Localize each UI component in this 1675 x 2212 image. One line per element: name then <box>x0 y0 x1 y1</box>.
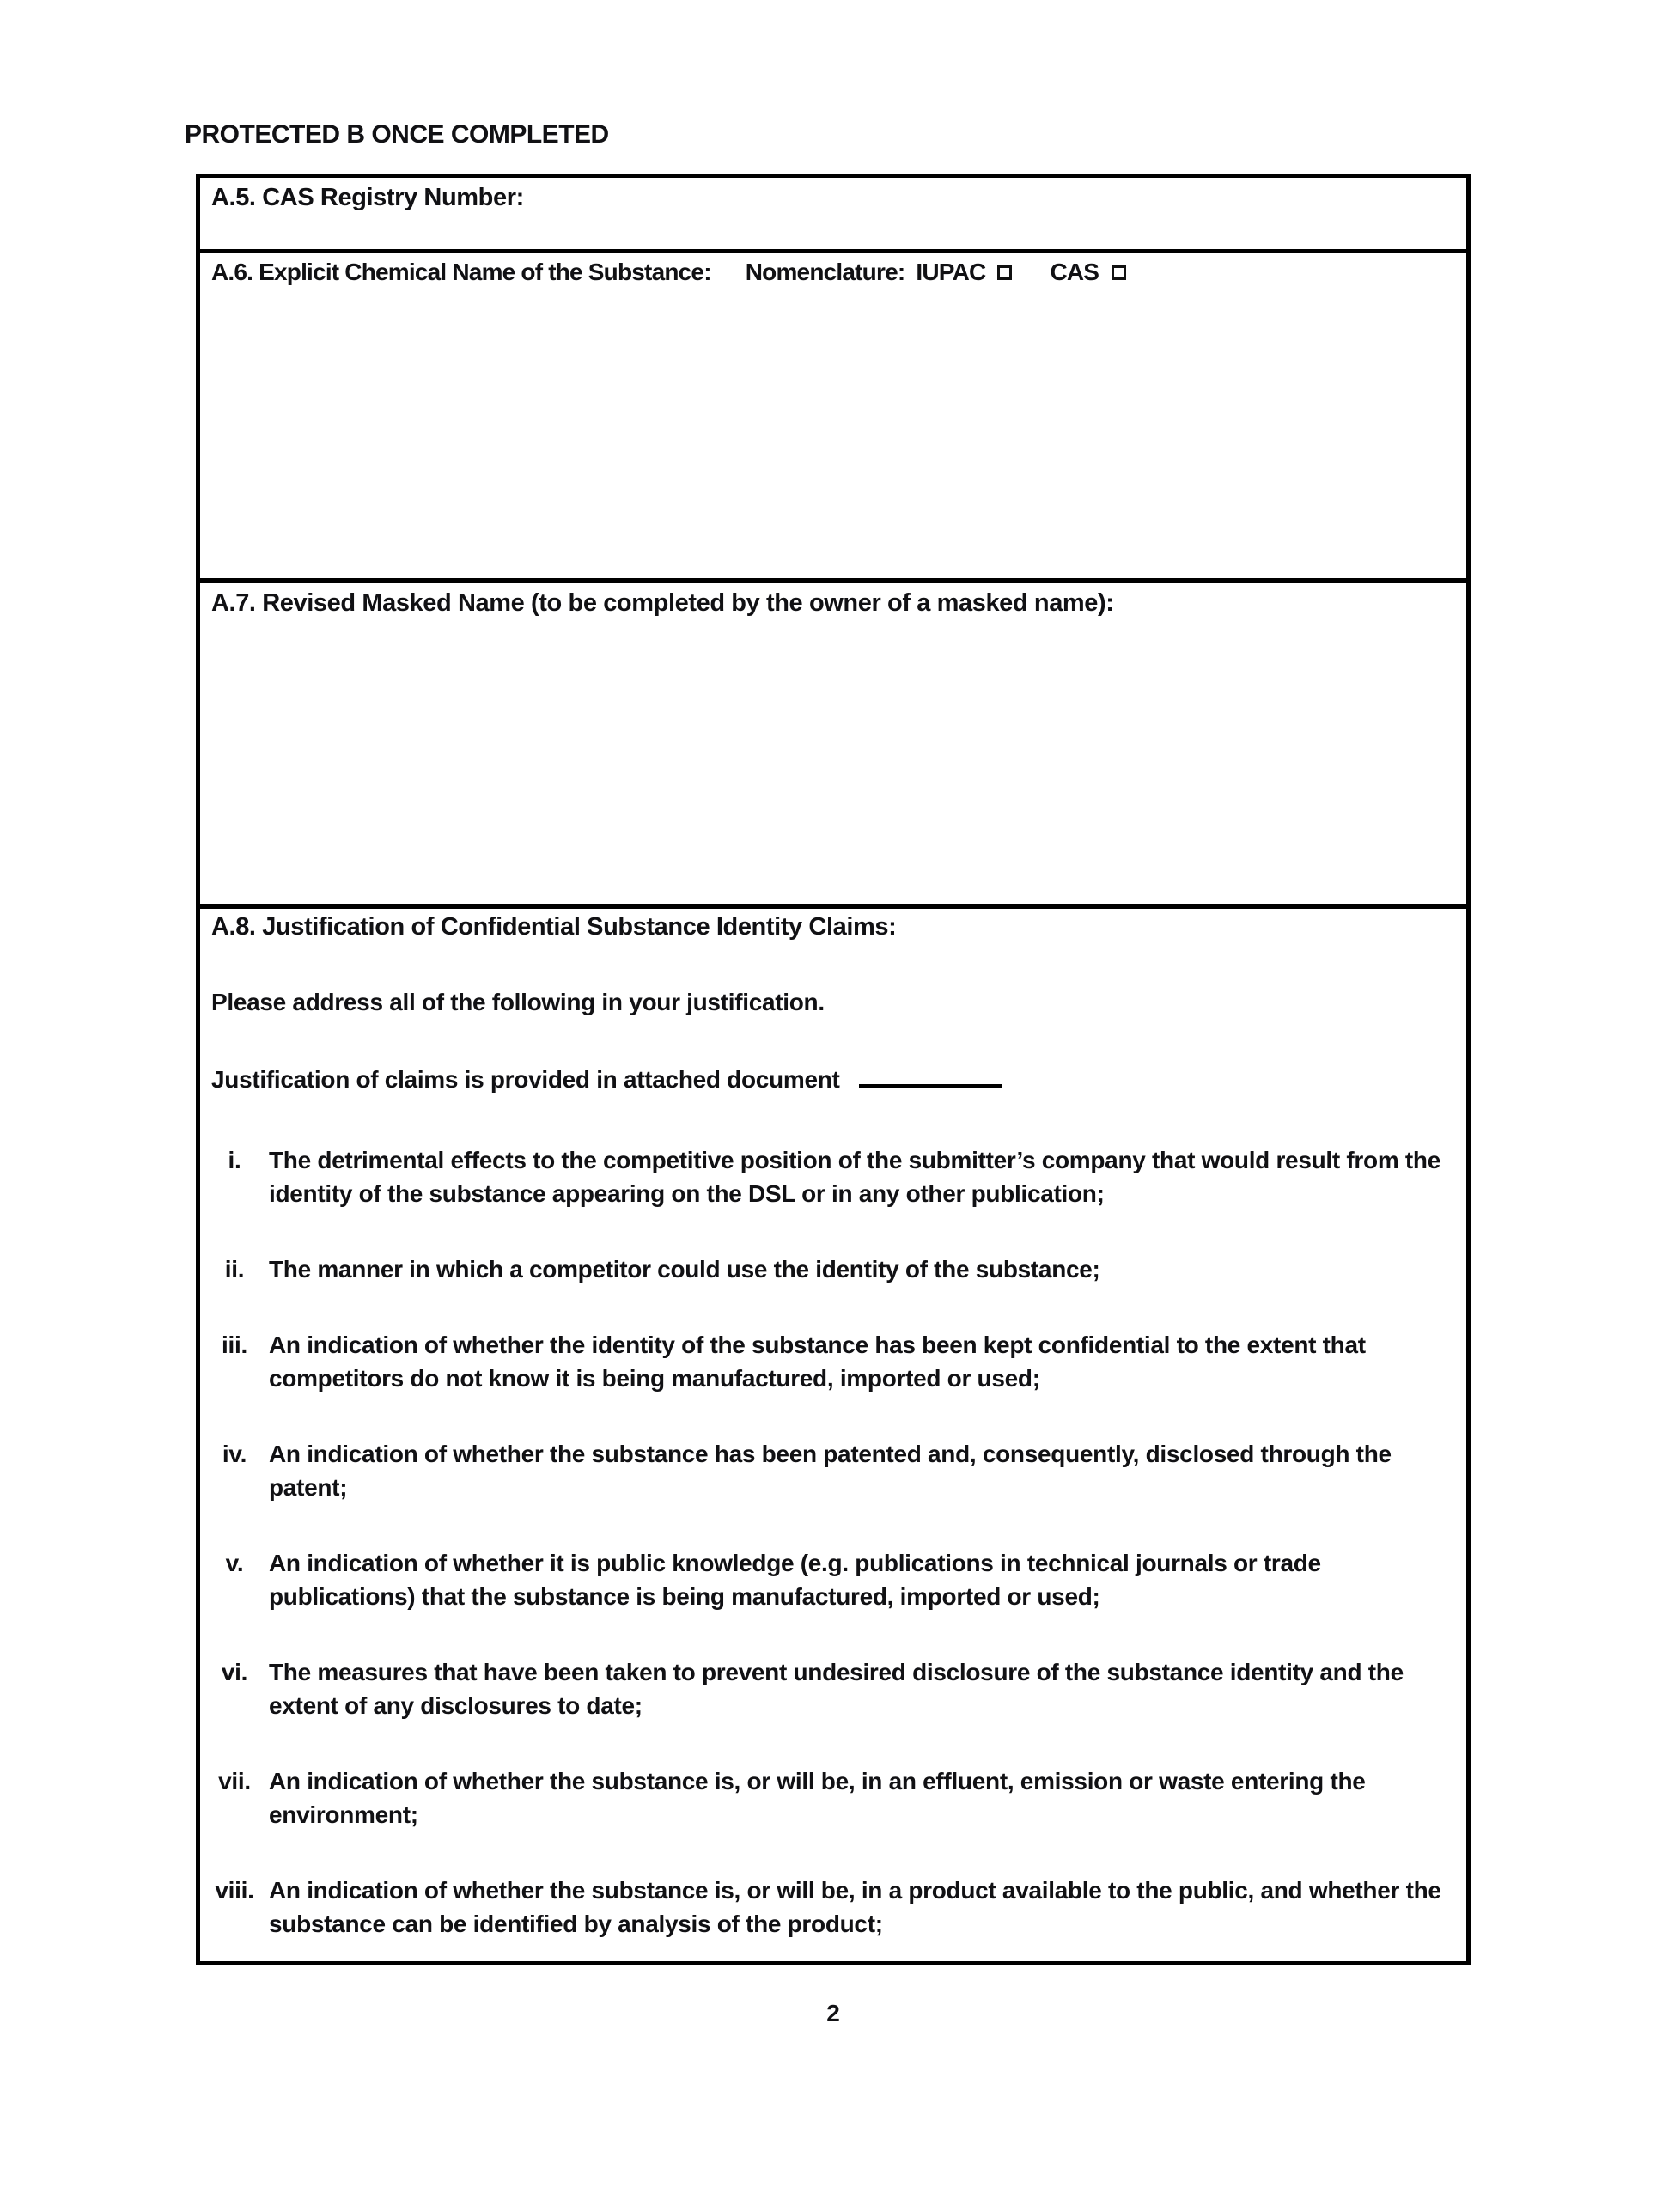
a8-attachment-line <box>211 1063 1453 1096</box>
claim-item <box>211 1546 1449 1613</box>
a5-label: A.5. CAS Registry Number: <box>211 184 524 211</box>
iupac-option-label: IUPAC <box>916 259 986 285</box>
claim-text: An indication of whether it is public knowledge (e.g. publications in technical journals or trade publications) that the substance is being manufactured, imported or used; <box>269 1550 1321 1610</box>
claim-item <box>211 1143 1449 1210</box>
claim-text: The measures that have been taken to prevent undesired disclosure of the substance identity and the extent of any disclosures to date; <box>269 1659 1404 1719</box>
cas-checkbox[interactable] <box>1112 265 1126 280</box>
claim-number: iii. <box>222 1331 247 1358</box>
a6-header-row <box>211 258 1453 287</box>
section-a7 <box>200 578 1466 904</box>
claim-item <box>211 1328 1449 1395</box>
a7-value-field[interactable] <box>204 621 1462 900</box>
claim-text: An indication of whether the substance has been patented and, consequently, disclosed through the patent; <box>269 1441 1392 1501</box>
section-a5 <box>200 178 1466 249</box>
claim-text: The manner in which a competitor could use the identity of the substance; <box>269 1256 1100 1283</box>
classification-banner: PROTECTED B ONCE COMPLETED <box>185 120 609 149</box>
claim-item <box>211 1437 1449 1504</box>
claim-item <box>211 1655 1449 1722</box>
claim-number: vii. <box>218 1768 251 1795</box>
claim-text: An indication of whether the substance is, or will be, in an effluent, emission or waste entering the environment; <box>269 1768 1366 1828</box>
claim-number: vi. <box>221 1659 248 1685</box>
cas-option-label: CAS <box>1050 259 1099 285</box>
claim-item <box>211 1764 1449 1831</box>
page-number: 2 <box>826 2000 840 2026</box>
claim-item <box>211 1252 1449 1286</box>
a8-attachment-text: Justification of claims is provided in attached document <box>211 1066 840 1093</box>
claim-number: iv. <box>222 1441 247 1467</box>
nomenclature-label: Nomenclature: <box>745 259 905 285</box>
claim-text: The detrimental effects to the competitive position of the submitter’s company that would result from the identity of the substance appearing on the DSL or in any other publication; <box>269 1147 1440 1207</box>
iupac-checkbox[interactable] <box>997 265 1012 280</box>
a8-intro-text: Please address all of the following in your justification. <box>211 989 825 1015</box>
claim-text: An indication of whether the substance is, or will be, in a product available to the public, and whether the substance can be identified by analysis of the product; <box>269 1877 1441 1937</box>
a7-label: A.7. Revised Masked Name (to be completed by the owner of a masked name): <box>211 589 1114 617</box>
a5-value-field[interactable] <box>204 216 1462 246</box>
claim-number: v. <box>225 1550 244 1576</box>
claims-list <box>211 1143 1453 1941</box>
claim-number: viii. <box>215 1877 254 1904</box>
claim-text: An indication of whether the identity of the substance has been kept confidential to the extent that competitors do not know it is being manufactured, imported or used; <box>269 1331 1366 1392</box>
a6-value-field[interactable] <box>204 290 1462 575</box>
form-box <box>196 174 1471 1965</box>
a8-label: A.8. Justification of Confidential Substance Identity Claims: <box>211 913 897 941</box>
claim-item <box>211 1874 1449 1941</box>
claim-number: i. <box>228 1147 241 1173</box>
attachment-name-field[interactable] <box>859 1065 1002 1088</box>
section-a8 <box>200 904 1466 1961</box>
claim-number: ii. <box>224 1256 245 1283</box>
a6-label: A.6. Explicit Chemical Name of the Substance: <box>211 259 711 285</box>
section-a6 <box>200 249 1466 578</box>
